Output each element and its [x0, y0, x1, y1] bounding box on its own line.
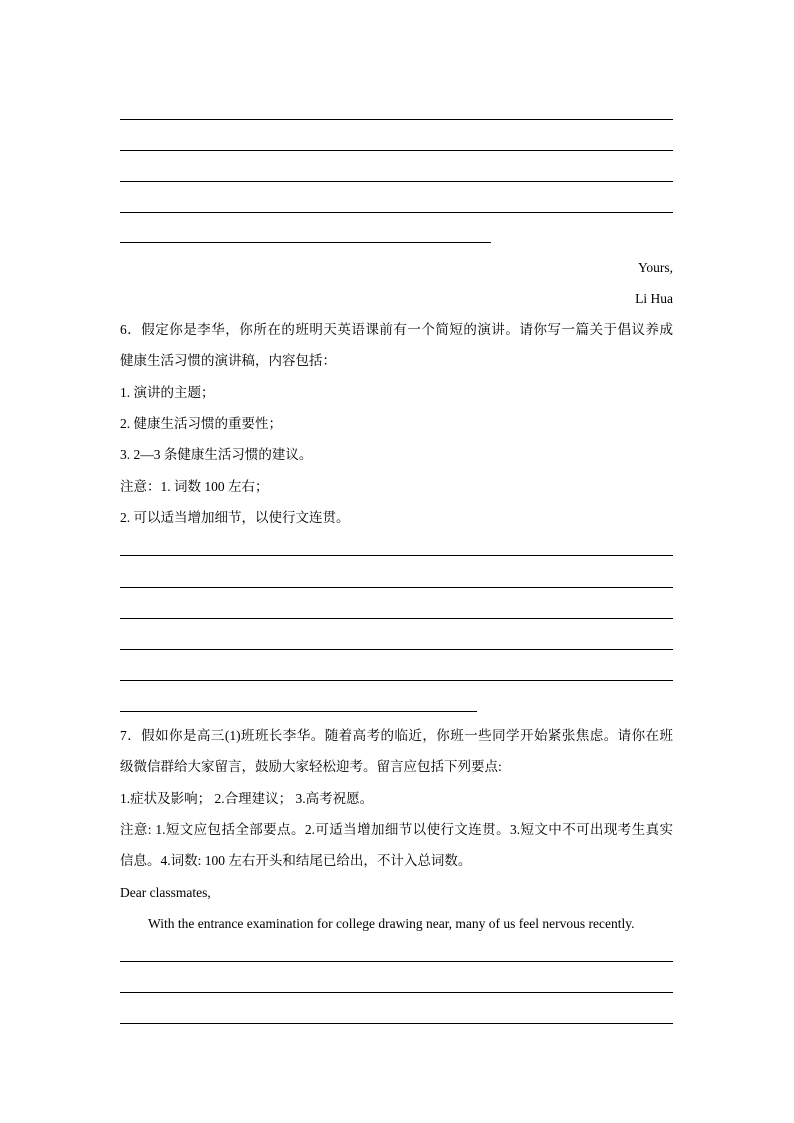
answer-line — [120, 212, 673, 213]
answer-line — [120, 1023, 673, 1024]
closing-text: Yours, — [637, 260, 673, 275]
answer-line — [120, 181, 673, 182]
q6-item-2: 2. 健康生活习惯的重要性； — [120, 416, 282, 431]
q7-greeting: Dear classmates, — [120, 885, 211, 900]
q7-note-line2: 信息。4.词数: 100 左右开头和结尾已给出，不计入总词数。 — [120, 853, 472, 868]
answer-line-short — [120, 711, 477, 712]
answer-line — [120, 555, 673, 556]
answer-line — [120, 680, 673, 681]
q6-note-1: 注意：1. 词数 100 左右； — [120, 479, 269, 494]
answer-line-short — [120, 242, 491, 243]
answer-line — [120, 119, 673, 120]
answer-line — [120, 992, 673, 993]
q6-prompt-line2: 健康生活习惯的演讲稿，内容包括： — [120, 353, 336, 368]
q7-opening-sentence: With the entrance examination for college drawing near, many of us feel nervous recently. — [148, 916, 635, 931]
q6-item-3: 3. 2—3 条健康生活习惯的建议。 — [120, 447, 313, 462]
answer-line — [120, 961, 673, 962]
answer-line — [120, 587, 673, 588]
q7-prompt-line2: 级微信群给大家留言，鼓励大家轻松迎考。留言应包括下列要点: — [120, 759, 502, 774]
q7-points: 1.症状及影响； 2.合理建议； 3.高考祝愿。 — [120, 791, 374, 806]
signature-text: Li Hua — [635, 291, 673, 306]
q6-item-1: 1. 演讲的主题； — [120, 385, 215, 400]
q6-note-2: 2. 可以适当增加细节，以使行文连贯。 — [120, 510, 350, 525]
q6-prompt-line1: 6．假定你是李华，你所在的班明天英语课前有一个简短的演讲。请你写一篇关于倡议养成 — [120, 322, 673, 337]
q7-note-line1: 注意: 1.短文应包括全部要点。2.可适当增加细节以使行文连贯。3.短文中不可出现考生真实 — [120, 822, 673, 837]
q7-prompt-line1: 7．假如你是高三(1)班班长李华。随着高考的临近，你班一些同学开始紧张焦虑。请你在班 — [120, 728, 673, 743]
answer-line — [120, 649, 673, 650]
answer-line — [120, 150, 673, 151]
answer-line — [120, 618, 673, 619]
